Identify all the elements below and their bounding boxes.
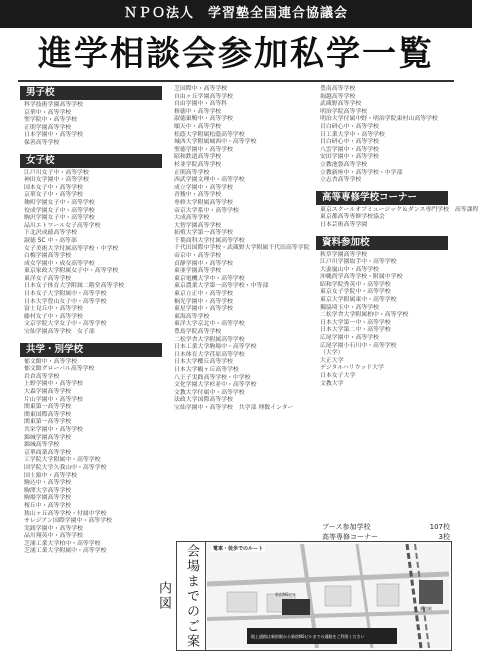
school-list-item: 千葉商科大学付属高等学校 <box>174 237 245 244</box>
school-list-item: 立志舎高等学校 <box>320 177 362 184</box>
school-list-item: 豊南高等学校 <box>320 86 356 92</box>
school-list-item: 立教新座中・高等学校・中学部 <box>320 169 403 176</box>
school-list-item: 法政大学国際高等学校 <box>174 397 233 404</box>
school-list-item: 広尾学園小石川中・高等学校 <box>320 342 397 349</box>
school-list-item: 東亜学園高等学校 <box>174 268 222 275</box>
school-list-item: 下北沢成徳高等学校 <box>24 230 78 237</box>
school-list-item: 日本芸術高等学園 <box>320 221 368 228</box>
section-heading-boys: 男子校 <box>20 86 162 100</box>
school-list-item: 大智学園高等学校 <box>174 222 222 229</box>
section-heading-coed: 共学・別学校 <box>20 343 162 357</box>
school-list-item: 目白研心中・高等学校 <box>320 123 379 130</box>
school-list-item: 明治大学付属中野・明治学院東村山高等学校 <box>320 116 438 123</box>
summary-row: ブース参加学校 107校 <box>322 523 450 531</box>
school-list-item: 上野学園中・高等学校 <box>24 381 83 388</box>
school-list-item: 宝仙学園高等学校 女子部 <box>24 329 95 336</box>
school-list-item: 女子美術大学付属高等学校・中学校 <box>24 245 119 252</box>
school-list-item: 目白研心中・高等学校 <box>320 139 379 146</box>
access-map <box>207 544 449 648</box>
coed-school-list-continued <box>170 86 312 413</box>
technical-school-list <box>316 206 478 230</box>
school-list-item: 淑徳 SC 中・高等部 <box>24 237 77 244</box>
school-list-item: 日本大学豊山女子中・高等学校 <box>24 298 107 305</box>
school-list-item: 修徳中・高等学校 <box>174 108 222 115</box>
school-list-item: 実践学園中・高等学校 <box>24 525 83 532</box>
school-list-item: 関東第一高等学校 <box>24 404 72 411</box>
school-list-item: デジタルハリウッド大学 <box>320 365 384 372</box>
school-list-item: 大成高等学校 <box>174 215 210 222</box>
school-list-item: 西武学園文理中・高等学校 <box>174 177 245 184</box>
school-list-item: 日本大学鶴ヶ丘高等学校 <box>174 366 239 373</box>
school-list-item: 東洋大学京北中・高等学校 <box>174 321 245 328</box>
summary-row: 高等専修コーナー 3校 <box>322 532 450 541</box>
school-list-item: 沖縄尚学高等学校・附属中学校 <box>320 274 403 281</box>
school-list-item: 東京都高等専修学校協会 <box>320 214 385 221</box>
school-list-item: 品川翔英中・高等学校 <box>24 533 83 540</box>
map-route-title: 電車・徒歩でのルート <box>213 546 264 552</box>
school-list-item: 秋草学園高等学校 <box>320 251 368 258</box>
school-list-item: 郁文館中・高等学校 <box>24 358 78 365</box>
school-list-item: 共栄学園中・高等学校 <box>24 426 83 433</box>
title-divider <box>18 80 454 82</box>
school-list-item: 駒沢学園女子中・高等学校 <box>24 215 95 222</box>
school-list-item: 堀越高等学校 <box>320 93 356 100</box>
school-list-item: 成女学園中・成女高等学校 <box>24 260 95 267</box>
school-list-item: 獨協埼玉中・高等学校 <box>320 304 379 311</box>
school-list-item: 狭山ヶ丘高等学校・付属中学校 <box>24 510 107 517</box>
school-list-item: 国学院大学久我山中・高等学校 <box>24 464 107 471</box>
school-list-item: 日本女子大学 <box>320 373 356 379</box>
school-list-item: 片山学園中・高等学校 <box>24 396 83 403</box>
school-list-item: 品川エトワール女子高等学校 <box>24 222 101 229</box>
school-list-item: 明治学院高等学校 <box>320 108 368 115</box>
school-list-item: 芝浦工業大学附属中・高等学校 <box>24 548 107 555</box>
map-note: 地上通路は新宿駅から新宿NSビルまでの通路をご利用ください <box>251 634 365 639</box>
school-list-item: 大正大学 <box>320 357 344 364</box>
organizer-banner: ＮＰＯ法人 学習塾全国連合協議会 <box>0 0 472 28</box>
school-list-item: 聖徳学園中・高等学校 <box>174 146 233 153</box>
school-list-item: 芝浦工業大学柏中・高等学校 <box>24 540 101 547</box>
school-list-item: 日本大学第二中・高等学校 <box>320 327 391 334</box>
school-list-item: 二松学舎大学附属柏中・高等学校 <box>320 312 409 319</box>
page-title: 進学相談会参加私学一覧 <box>38 34 434 74</box>
school-list-item: 二松学舎大学附属高等学校 <box>174 336 245 343</box>
school-list-item: 東星学園中・高等学校 <box>174 306 233 313</box>
school-list-item: サレジアン国際学園中・高等学校 <box>24 518 112 525</box>
school-list-item: 東洋女子高等学校 <box>24 275 72 282</box>
section-heading-materials: 資料参加校 <box>316 236 448 250</box>
school-list-item: 日本女子体育大学附属二階堂高等学校 <box>24 283 125 290</box>
school-list-item: 日本学園中・高等学校 <box>24 132 83 139</box>
venue-label: 新宿NSビル <box>275 592 297 597</box>
girls-school-list <box>20 170 162 337</box>
school-list-item: 昭和鉄道高等学校 <box>174 154 222 161</box>
school-list-item: 錦城高等学校 <box>24 442 60 449</box>
section-heading-girls: 女子校 <box>20 154 162 168</box>
school-list-item: 駒込中・高等学校 <box>24 480 72 487</box>
school-list-item: 拓殖大学第一高等学校 <box>174 230 233 237</box>
school-list-item: 工学院大学附属中・高等学校 <box>24 457 101 464</box>
school-list-item: 豊島学院高等学校 <box>174 329 222 335</box>
school-list-item: 帝京中・高等学校 <box>174 253 222 260</box>
school-list-item: 大森学園高等学校 <box>24 389 72 395</box>
school-list-item: 駒澤大学高等学校 <box>24 487 72 494</box>
school-list-item: 東京大学附属東中・高等学校 <box>320 297 397 304</box>
school-list-item: 東海高等学校 <box>174 313 210 320</box>
school-list-item: 文教大学付属中・高等学校 <box>174 389 245 396</box>
school-list-item: 藤村女子中・高等学校 <box>24 313 83 320</box>
school-list-item: 文京学院大学女子中・高等学校 <box>24 321 107 328</box>
school-list-item: 麹町学園女子中・高等学校 <box>24 199 95 206</box>
school-list-item: 昭和学院秀英中・高等学校 <box>320 281 391 288</box>
school-list-item: 安田学園中・高等学校 <box>320 154 379 161</box>
station-label: 新宿駅 <box>420 606 432 611</box>
school-list-item: 国本女子中・高等学校 <box>24 184 83 191</box>
boys-school-list <box>20 102 162 148</box>
school-list-item: 日本体育大学荏原高等学校 <box>174 351 245 358</box>
school-list-item: 日工業大学中・高等学校 <box>320 131 385 138</box>
school-list-item: 江戸川学園取手中・高等学校 <box>320 259 397 266</box>
school-list-item: 広尾学園中・高等学校 <box>320 335 379 342</box>
school-list-item: 東京立正中・高等学校 <box>174 291 233 298</box>
school-list-item: 武蔵野高等学校 <box>320 101 362 108</box>
school-list-item: 松蔭大学附属松蔭高等学校 <box>174 131 245 138</box>
school-list-item: 聖学院中・高等学校 <box>24 117 78 124</box>
school-list-item: 日本大学櫻丘高等学校 <box>174 359 233 366</box>
school-list-item: 自由学園中・高等科 <box>174 101 228 108</box>
school-list-item: 佼成学園女子中・高等学校 <box>24 207 95 214</box>
school-list-item: 国士舘中・高等学校 <box>24 472 78 479</box>
school-list-item: 文教大学 <box>320 380 344 387</box>
school-list-item: 東京女子学院中・高等学校 <box>320 289 391 296</box>
materials-school-list <box>316 252 456 389</box>
section-heading-technical: 高等専修学校コーナー <box>316 191 448 205</box>
school-list-item: 江戸川女子中・高等学校 <box>24 169 89 176</box>
school-list-item: 青稜中・高等学校 <box>174 192 222 199</box>
school-list-item: 関東国際高等学校 <box>24 411 72 418</box>
school-list-item: 錦城学園高等学校 <box>24 434 72 441</box>
school-list-item: 富士見丘中・高等学校 <box>24 306 83 313</box>
school-list-item: 順天中・高等学校 <box>174 123 222 130</box>
school-list-item: 東京農業大学第一高等学校・中等部 <box>174 283 269 290</box>
school-list-item: 正則高等学校 <box>174 169 210 176</box>
school-list-item: 宝仙学園中・高等学校 共学部 理数インター <box>174 404 294 411</box>
column-1 <box>20 86 162 562</box>
school-list-item: 芝国際中・高等学校 <box>174 86 228 92</box>
school-list-item: 文化学園大学杉並中・高等学校 <box>174 382 257 389</box>
school-list-item: 郁文館グローバル高等学校 <box>24 366 95 373</box>
school-list-item: 白梅学園高等学校 <box>24 253 72 260</box>
column-2 <box>170 86 312 419</box>
school-list-item: 八王子実践高等学校・中学校 <box>174 374 251 381</box>
access-map-label: 会場までのご案内図 <box>177 542 206 650</box>
school-list-item: 自由ヶ丘学園高等学校 <box>174 93 233 100</box>
school-list-item: 京華中・高等学校 <box>24 109 72 116</box>
access-map-box <box>156 541 452 651</box>
school-list-item: 東京電機大学中・高等学校 <box>174 275 245 282</box>
school-list-item: 正則学園高等学校 <box>24 124 72 131</box>
school-list-item: （大学） <box>320 350 344 357</box>
school-list-item: 千代田国際中学校・武蔵野大学附属千代田高等学院 <box>174 245 310 252</box>
coed-school-list-continued-2 <box>316 86 456 185</box>
coed-school-list <box>20 359 162 556</box>
school-list-item: 岩倉高等学校 <box>24 373 60 380</box>
school-list-item: 大妻嵐山中・高等学校 <box>320 266 379 273</box>
school-list-item: 桐光学園中・高等学校 <box>174 298 233 305</box>
school-list-item: 関東第一高等学校 <box>24 419 72 426</box>
school-list-item: 八雲学園中・高等学校 <box>320 146 379 153</box>
school-list-item: 専修大学附属高等学校 <box>174 199 233 206</box>
school-list-item: 京華女子中・高等学校 <box>24 192 83 199</box>
school-list-item: 杉並学院高等学校 <box>174 161 222 168</box>
school-list-item: 神田女学園中・高等学校 <box>24 177 89 184</box>
school-list-item: 日本工業大学駒場中・高等学校 <box>174 344 257 351</box>
school-list-item: 淑徳巣鴨中・高等学校 <box>174 116 233 123</box>
school-list-item: 駒場学園高等学校 <box>24 495 72 502</box>
school-list-item: 城西大学附属城西中・高等学校 <box>174 139 257 146</box>
school-list-item: 日本女子大学附属中・高等学校 <box>24 291 107 298</box>
school-list-item: 桜丘中・高等学校 <box>24 502 72 509</box>
school-list-item: 東京スクールオブミュージック＆ダンス専門学校 高等課程 <box>320 206 478 213</box>
column-3 <box>316 86 478 394</box>
school-list-item: 東京家政大学附属女子中・高等学校 <box>24 268 119 275</box>
school-list-item: 立教池袋高等学校 <box>320 161 368 168</box>
school-list-item: 成立学園中・高等学校 <box>174 184 233 191</box>
school-list-item: 帝京大学系中・高等学校 <box>174 207 239 214</box>
school-list-item: 科学技術学園高等学校 <box>24 102 83 108</box>
school-list-item: 京華商業高等学校 <box>24 449 72 456</box>
school-list-item: 日本大学第一中・高等学校 <box>320 319 391 326</box>
school-list-item: 貞静学園中・高等学校 <box>174 260 233 267</box>
school-list-item: 保善高等学校 <box>24 139 60 146</box>
